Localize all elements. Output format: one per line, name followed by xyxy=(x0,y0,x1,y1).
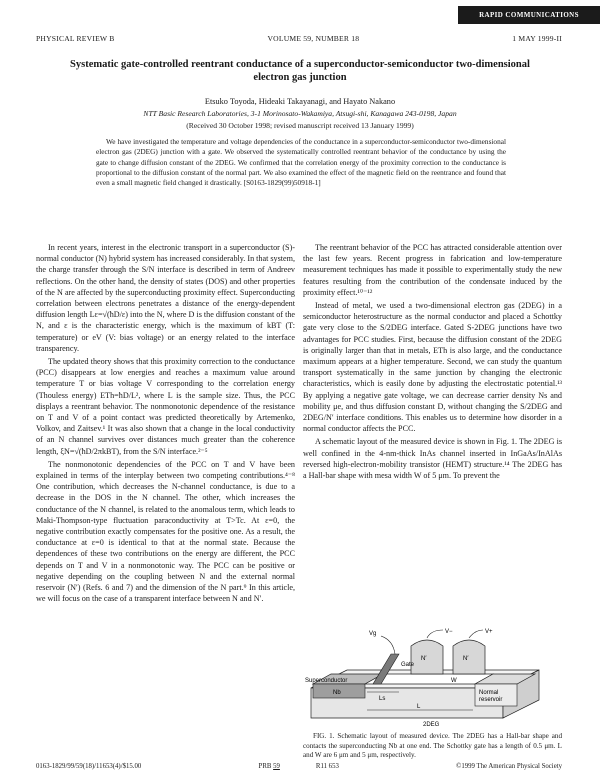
label-nb: Nb xyxy=(333,690,341,696)
label-superconductor: Superconductor xyxy=(305,678,348,684)
volume-number: VOLUME 59, NUMBER 18 xyxy=(267,34,360,43)
page-footer xyxy=(36,763,562,770)
paragraph: The nonmonotonic dependencies of the PCC on T and V have been explained in terms of the interplay between two competing contributions.⁴⁻⁸ One contribution, which decreases the N-channel conductance, is due to a decrease in the DOS in the N channel. The other, which increases the conductance of the N channel, is related to the anomalous term, which leads to Maki-Thompson-type fluctuation paraconductivity at T>Tc. At ε=0, the negative contribution exactly compensates for the positive one. As a result, the conductance at ε=0 is identical to that at the normal state. Because the dependences of these two contributions on the energy are different, the PCC depends on T and V in a nonmonotonic way. The PCC can be positive or negative depending on the coupling between N and the external normal reservoir (N′) (Refs. 6 and 7) and the dimension of the N part.⁹ In this article, we will focus on the case of a transparent interface between N and N′. xyxy=(36,459,295,604)
prb-label: PRB xyxy=(258,763,272,770)
device-diagram xyxy=(303,626,562,730)
figure-caption: FIG. 1. Schematic layout of measured device. The 2DEG has a Hall-bar shape and contacts the superconducting Nb at one end. The Schottky gate has a length of 0.5 μm. L and W are 6 μm and 5 μm, respectively. xyxy=(303,732,562,760)
label-n-prime-2: N′ xyxy=(463,656,469,662)
footer-middle xyxy=(259,763,339,770)
rapid-communications-banner: RAPID COMMUNICATIONS xyxy=(458,6,600,24)
affiliation: NTT Basic Research Laboratories, 3-1 Morinosato-Wakamiya, Atsugi-shi, Kanagawa 243-0198, Japan xyxy=(143,109,457,118)
received-dates: (Received 30 October 1998; revised manuscript received 13 January 1999) xyxy=(186,121,414,130)
copyright: ©1999 The American Physical Society xyxy=(456,763,562,770)
v-minus-lead xyxy=(427,630,443,638)
right-column xyxy=(303,242,562,483)
running-header xyxy=(36,34,562,43)
journal-name: PHYSICAL REVIEW B xyxy=(36,34,115,43)
paragraph: A schematic layout of the measured device is shown in Fig. 1. The 2DEG is well confined in the 4-nm-thick InAs channel inserted in InGaAs/InAlAs reversed high-electron-mobility transistor (HEMT) structure.¹⁴ The 2DEG has a Hall-bar shape with mesa width W of 5 μm. To prevent the xyxy=(303,437,562,481)
left-column xyxy=(36,242,295,607)
label-l: L xyxy=(417,704,421,710)
label-v-minus: V− xyxy=(445,629,453,635)
gate-lead xyxy=(381,636,395,654)
label-2deg: 2DEG xyxy=(423,722,440,728)
article-code: 0163-1829/99/59(18)/11653(4)/$15.00 xyxy=(36,763,142,770)
paragraph: The reentrant behavior of the PCC has attracted considerable attention over the last few years. Recent progress in fabrication and low-temperature measurement techniques has made it possible to experimentally study the new features resulting from the contribution of the condensate induced by the proximity effect.¹⁰⁻¹² xyxy=(303,243,562,297)
paragraph: Instead of metal, we used a two-dimensional electron gas (2DEG) in a semiconductor heterostructure as the normal conductor and placed a Schottky gate very close to the S/2DEG interface. Gated S-2DEG junctions have two advantages for PCC studies. First, because the diffusion constant of the 2DEG is originally larger than that in metals, ETh is also large, and the conductance maximum appears at a higher temperature. Second, we can study the quantum transport systematically in the same junction by changing the electronic characteristics, which is easily done by adjusting the electrostatic potential.¹³ By applying a negative gate voltage, we can decrease carrier density Ns and mobility μe, and thus diffusion constant D, without changing the S/2DEG and 2DEG/N′ interface conditions. This enables us to determine how disorder in a normal conductor affects the PCC. xyxy=(303,301,562,434)
label-vg: Vg xyxy=(369,631,377,637)
n-prime-contact-left xyxy=(411,640,443,674)
paragraph: In recent years, interest in the electronic transport in a superconductor (S)-normal conductor (N) hybrid system has increased considerably. In that system, the charge transfer through the S/N interface is described in term of Andreev reflections. On the other hand, the density of states (DOS) and other properties of the N are affected by the superconducting proximity effect. Superconducting correlation between electrons penetrates a distance of the energy-dependent diffusion length Lε=√(ħD/ε) into the N, where D is the diffusion constant of the N, and ε is the characteristic energy, which is the maximum of kBT (T: temperature) or eV (V: bias voltage) or an energy related to the interface transparency. xyxy=(36,243,295,353)
journal-volume xyxy=(259,763,280,770)
label-ls: Ls xyxy=(379,696,386,702)
paragraph: The updated theory shows that this proximity correction to the conductance (PCC) disappears at low energies and reaches a maximum value around temperature T or bias voltage V corresponding to the correlation energy (Thouless energy) ETh=ħD/L², where L is the sample size. Thus, the PCC displays a reentrant behavior. The nonmonotonic dependence of the resistance on T and V of a point contact was predicted theoretically by Artemenko, Volkov, and Zaitsev.¹ It was also shown that a change in the local conductivity of an N channel survives over distances much greater than the coherence length, ξN=√(ħD/2πkBT), from the S/N interface.²⁻⁵ xyxy=(36,357,295,456)
n-prime-contact-right xyxy=(453,640,485,674)
page-number: R11 653 xyxy=(315,763,339,770)
prb-volume: 59 xyxy=(273,763,280,770)
label-w: W xyxy=(451,678,457,684)
issue-date: 1 MAY 1999-II xyxy=(512,34,562,43)
v-plus-lead xyxy=(469,630,483,638)
label-gate: Gate xyxy=(401,662,415,668)
label-v-plus: V+ xyxy=(485,629,493,635)
label-n-prime-1: N′ xyxy=(421,656,427,662)
label-normal-reservoir: Normal reservoir xyxy=(479,690,503,703)
abstract: We have investigated the temperature and voltage dependencies of the conductance in a superconductor-semiconductor two-dimensional electron gas (2DEG) junction with a gate. We observed the systematically controlled reentrant behavior of the conductance by using the gate to change diffusion constant of the 2DEG. We confirmed that the correlation energy of the proximity correction to the conductance is proportional to the diffusion constant of the normal part. We also examined the effect of the magnetic field on the reentrance and found that even a small magnetic field changed it drastically. [S0163-1829(99)50918-1] xyxy=(96,137,506,188)
paper-title: Systematic gate-controlled reentrant conductance of a superconductor-semiconductor two-dimensional electron gas junction xyxy=(70,59,530,83)
author-list: Etsuko Toyoda, Hideaki Takayanagi, and Hayato Nakano xyxy=(204,97,396,106)
